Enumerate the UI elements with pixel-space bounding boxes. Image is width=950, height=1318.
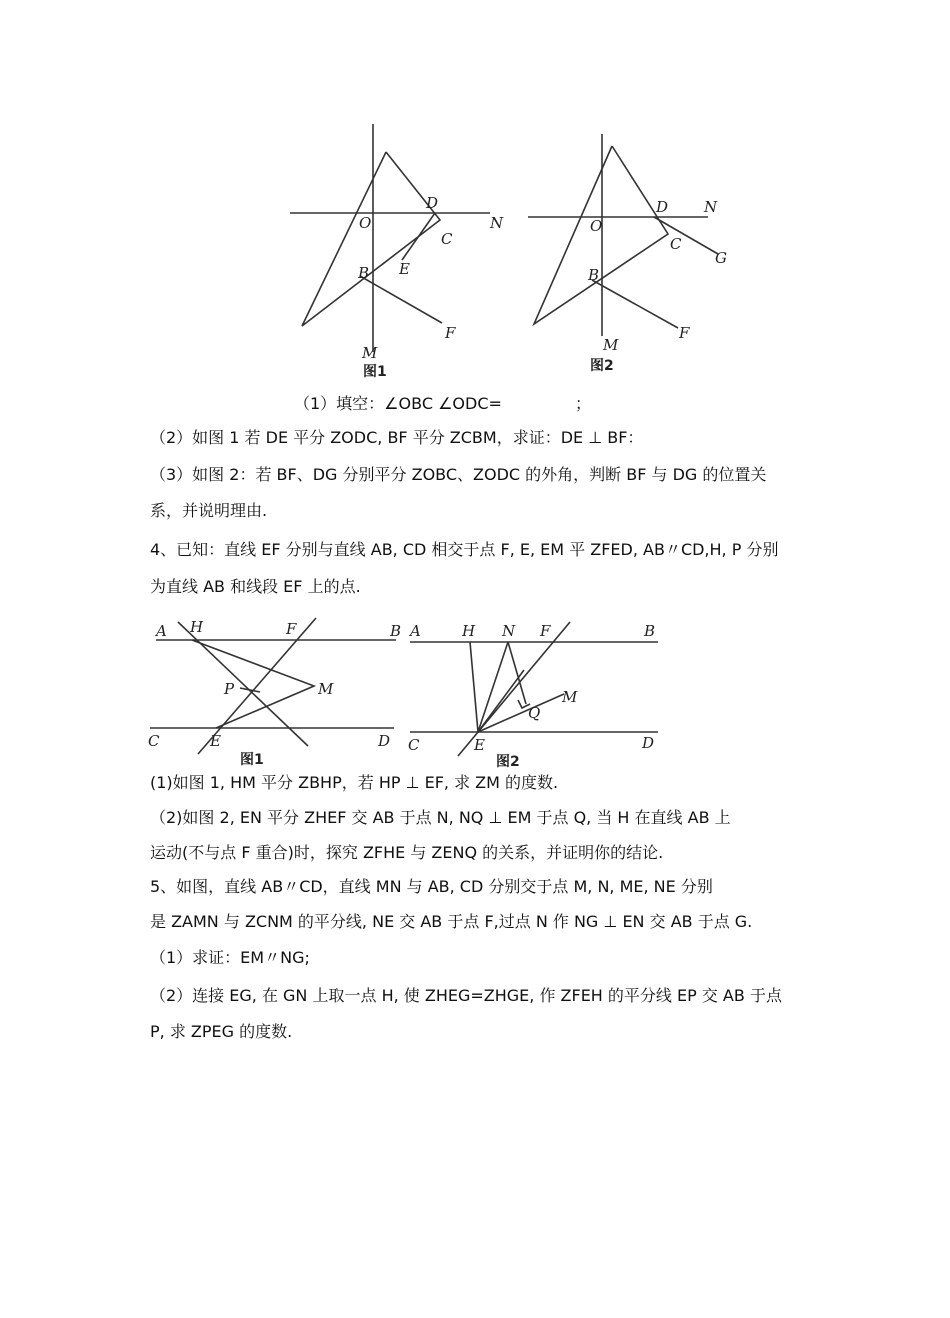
- label-B: B: [390, 622, 402, 640]
- label-F: F: [540, 622, 551, 640]
- label-G: G: [715, 249, 727, 267]
- problem5-line1: 5、如图，直线 AB〃CD，直线 MN 与 AB, CD 分别交于点 M, N, ME, NE 分别: [150, 877, 713, 896]
- label-F: F: [679, 324, 690, 342]
- problem5-item2-line1: （2）连接 EG, 在 GN 上取一点 H, 使 ZHEG=ZHGE, 作 ZFEH 的平分线 EP 交 AB 于点: [150, 986, 782, 1005]
- label-Q: Q: [528, 704, 541, 722]
- label-A: A: [410, 622, 421, 640]
- label-A: A: [156, 622, 167, 640]
- figure-caption: 图2: [496, 754, 520, 770]
- label-P: P: [224, 680, 235, 698]
- label-C: C: [670, 235, 682, 253]
- problem3-item1: [294, 394, 591, 414]
- label-H: H: [190, 618, 204, 636]
- label-B: B: [644, 622, 656, 640]
- problem4-item2-line1: （2)如图 2, EN 平分 ZHEF 交 AB 于点 N, NQ ⊥ EM 于点 Q, 当 H 在直线 AB 上: [150, 808, 731, 827]
- problem3-item1-text: （1）填空：∠OBC ∠ODC=: [294, 394, 502, 413]
- label-H: H: [462, 622, 476, 640]
- figure-caption: 图1: [363, 364, 387, 380]
- label-M: M: [318, 680, 334, 698]
- label-D: D: [642, 734, 655, 752]
- label-D: D: [426, 194, 439, 212]
- label-N: N: [490, 214, 504, 232]
- problem4-line2: 为直线 AB 和线段 EF 上的点.: [150, 577, 361, 596]
- figure-1-problem3: [280, 118, 510, 386]
- problem3-item3-line2: 系，并说明理由.: [150, 501, 268, 520]
- figure-2-diagram: [404, 612, 666, 772]
- label-B: B: [588, 266, 600, 284]
- label-N: N: [704, 198, 718, 216]
- problem5-item2-line2: P, 求 ZPEG 的度数.: [150, 1022, 293, 1041]
- label-E: E: [474, 736, 485, 754]
- label-O: O: [590, 217, 603, 235]
- problem4-item1: (1)如图 1, HM 平分 ZBHP，若 HP ⊥ EF, 求 ZM 的度数.: [150, 773, 559, 792]
- label-D: D: [378, 732, 391, 750]
- figure-2-diagram: [522, 128, 742, 378]
- label-B: B: [358, 264, 370, 282]
- figure-2-problem4: [404, 612, 666, 772]
- label-M: M: [562, 688, 578, 706]
- problem4-line1: 4、已知：直线 EF 分别与直线 AB, CD 相交于点 F, E, EM 平 ZFED, AB〃CD,H, P 分别: [150, 540, 779, 559]
- figure-1-diagram: [280, 118, 510, 386]
- problem3-item1-end: ；: [575, 394, 592, 413]
- figure-caption: 图1: [240, 752, 264, 768]
- label-M: M: [603, 336, 619, 354]
- label-F: F: [286, 620, 297, 638]
- problem5-line2: 是 ZAMN 与 ZCNM 的平分线, NE 交 AB 于点 F,过点 N 作 NG ⊥ EN 交 AB 于点 G.: [150, 912, 753, 931]
- label-E: E: [210, 732, 221, 750]
- label-C: C: [408, 736, 420, 754]
- label-M: M: [362, 344, 378, 362]
- problem3-item2: （2）如图 1 若 DE 平分 ZODC, BF 平分 ZCBM，求证：DE ⊥ BF：: [150, 428, 644, 447]
- figure-1-diagram: [144, 612, 406, 772]
- problem4-item2-line2: 运动(不与点 F 重合)时，探究 ZFHE 与 ZENQ 的关系，并证明你的结论.: [150, 843, 664, 862]
- label-C: C: [441, 230, 453, 248]
- problem5-item1: （1）求证：EM〃NG;: [150, 948, 310, 967]
- label-E: E: [399, 260, 410, 278]
- figure-caption: 图2: [590, 358, 614, 374]
- label-C: C: [148, 732, 160, 750]
- problem3-item3-line1: （3）如图 2：若 BF、DG 分别平分 ZOBC、ZODC 的外角，判断 BF 与 DG 的位置关: [150, 465, 767, 484]
- label-N: N: [502, 622, 516, 640]
- label-O: O: [359, 214, 372, 232]
- figure-2-problem3: [522, 128, 742, 378]
- label-D: D: [656, 198, 669, 216]
- label-F: F: [445, 324, 456, 342]
- figure-1-problem4: [144, 612, 406, 772]
